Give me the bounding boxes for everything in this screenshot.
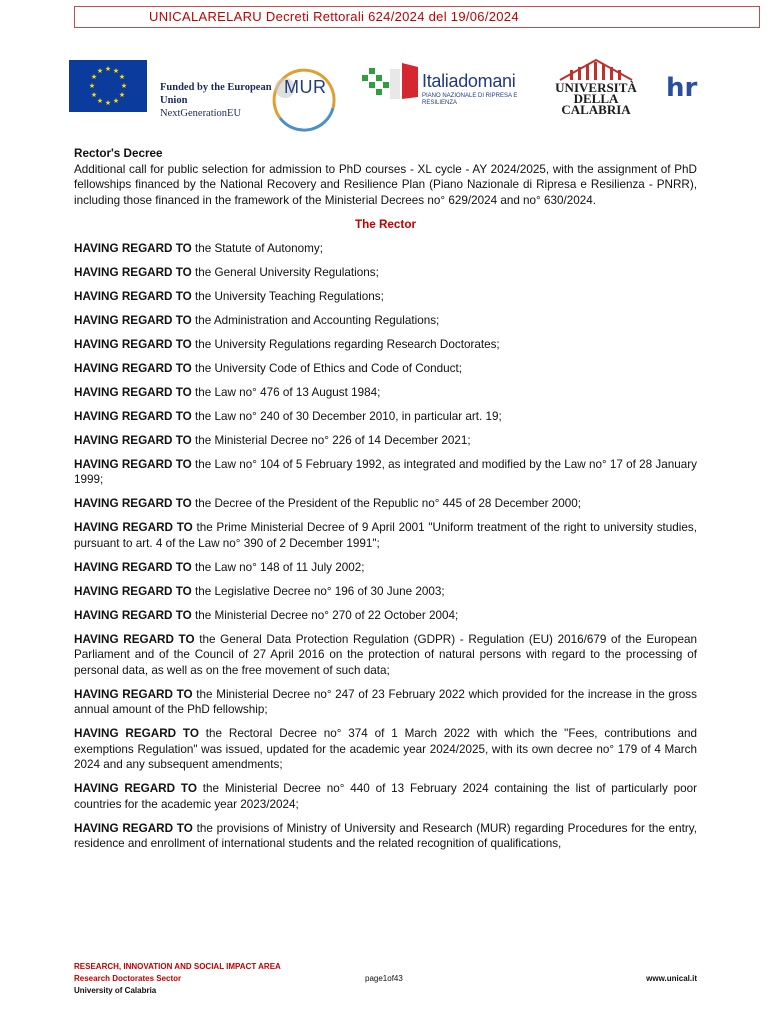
having-regard-item [74,821,697,852]
unical-line2: CALABRIA [561,102,631,117]
svg-text:★: ★ [96,67,104,75]
having-regard-item [74,241,697,257]
eu-line2: Union [160,95,188,106]
having-regard-text: the Prime Ministerial Decree of 9 April 2001 "Uniform treatment of the right to university studies, pursuant to art. 4 of the Law no° 390 of 2 December 1991"; [74,521,697,550]
logo-strip [0,56,770,126]
having-regard-lead: HAVING REGARD TO [74,521,193,534]
decree-intro: Additional call for public selection for admission to PhD courses - XL cycle - AY 2024/2025, with the assignment of PhD fellowships financed by the National Recovery and Resilience Plan (Piano Nazionale di Ripresa e Resilienza - PNRR), including those financed in the framework of the Ministerial Decrees no° 629/2024 and no° 630/2024. [74,162,697,207]
svg-text:★: ★ [90,91,98,99]
eu-line3: NextGenerationEU [160,108,242,119]
having-regard-text: the Administration and Accounting Regulations; [191,313,440,327]
having-regard-list [74,241,697,852]
having-regard-item [74,560,697,576]
decree-title-label: Rector's Decree [74,147,163,160]
having-regard-lead: HAVING REGARD TO [74,289,192,303]
having-regard-lead: HAVING REGARD TO [74,560,192,574]
having-regard-lead: HAVING REGARD TO [74,497,192,510]
italiadomani-flag-icon [362,61,420,103]
header-banner-box [74,6,760,28]
having-regard-item [74,520,697,551]
svg-text:★: ★ [104,65,112,73]
having-regard-item [74,687,697,718]
unical-line1: UNIVERSITÀ DELLA [555,80,637,106]
svg-text:★: ★ [90,73,98,81]
svg-text:★: ★ [104,99,112,107]
document-body [74,146,697,860]
having-regard-item [74,632,697,679]
having-regard-text: the Law no° 148 of 11 July 2002; [191,560,365,574]
having-regard-item [74,457,697,488]
svg-text:★: ★ [120,82,128,90]
header-banner: UNICALARELARU Decreti Rettorali 624/2024 del 19/06/2024 [149,9,519,24]
page-footer [74,961,697,997]
svg-text:★: ★ [118,91,126,99]
having-regard-lead: HAVING REGARD TO [74,265,192,279]
having-regard-item [74,337,697,353]
having-regard-item [74,289,697,305]
having-regard-text: the provisions of Ministry of University and Research (MUR) regarding Procedures for the entry, residence and enrollment of international students and the related recognition of qualifications, [74,821,698,850]
svg-text:★: ★ [88,82,96,90]
having-regard-text: the General University Regulations; [191,265,379,279]
having-regard-text: the Law no° 240 of 30 December 2010, in particular art. 19; [191,409,502,423]
having-regard-item [74,608,697,624]
having-regard-text: the Law no° 476 of 13 August 1984; [191,385,381,399]
svg-text:★: ★ [112,97,120,105]
having-regard-text: the Decree of the President of the Republic no° 445 of 28 December 2000; [191,497,582,510]
having-regard-text: the Ministerial Decree no° 270 of 22 October 2004; [191,608,459,622]
rector-heading: The Rector [354,218,417,231]
having-regard-lead: HAVING REGARD TO [74,433,192,447]
italiadomani-subtitle: PIANO NAZIONALE DI RIPRESA E RESILIENZA [422,93,518,106]
having-regard-lead: HAVING REGARD TO [74,313,192,327]
footer-website: www.unical.it [646,974,697,983]
having-regard-item [74,361,697,377]
having-regard-lead: HAVING REGARD TO [74,337,192,351]
having-regard-lead: HAVING REGARD TO [74,608,192,622]
having-regard-text: the Law no° 104 of 5 February 1992, as integrated and modified by the Law no° 17 of 28 January 1999; [74,457,697,486]
having-regard-text: the Rectoral Decree no° 374 of 1 March 2022 with which the "Fees, contributions and exemptions Regulation" was issued, updated for the academic year 2024/2025, with its own decree no° 179 of 4 March 2024 and any subsequent amendments; [74,727,698,771]
italiadomani-title: Italiadomani [422,71,516,91]
having-regard-lead: HAVING REGARD TO [74,782,197,795]
having-regard-item [74,313,697,329]
having-regard-text: the Ministerial Decree no° 226 of 14 December 2021; [191,433,471,447]
having-regard-lead: HAVING REGARD TO [74,457,192,471]
having-regard-item [74,433,697,449]
hr-excellence-icon [664,72,698,103]
hr-logo-text: hr [666,73,698,103]
unical-building-icon [556,56,636,82]
having-regard-text: the Statute of Autonomy; [191,241,323,255]
having-regard-lead: HAVING REGARD TO [74,241,192,255]
having-regard-text: the Legislative Decree no° 196 of 30 June 2003; [191,584,445,598]
having-regard-text: the General Data Protection Regulation (GDPR) - Regulation (EU) 2016/679 of the European Parliament and of the Council of 27 April 2016 on the protection of natural persons with regard to the processing of personal data, as well as on the free movement of such data; [74,632,698,677]
having-regard-text: the Ministerial Decree no° 247 of 23 February 2022 which provided for the increase in the gross annual amount of the PhD fellowship; [74,687,697,716]
having-regard-item [74,385,697,401]
having-regard-item [74,409,697,425]
svg-text:★: ★ [96,97,104,105]
svg-text:★: ★ [112,67,120,75]
having-regard-item [74,584,697,600]
page-number: page1of43 [365,974,403,983]
having-regard-item [74,265,697,281]
footer-university: University of Calabria [74,986,157,995]
having-regard-lead: HAVING REGARD TO [74,687,193,701]
having-regard-lead: HAVING REGARD TO [74,361,192,375]
footer-area: RESEARCH, INNOVATION AND SOCIAL IMPACT AREA [74,962,281,971]
unical-name [536,82,656,115]
having-regard-text: the University Code of Ethics and Code of Conduct; [191,361,463,375]
having-regard-text: the University Teaching Regulations; [191,289,384,303]
footer-sector: Research Doctorates Sector [74,974,182,983]
having-regard-item [74,781,697,812]
having-regard-lead: HAVING REGARD TO [74,584,192,598]
having-regard-lead: HAVING REGARD TO [74,727,199,740]
having-regard-lead: HAVING REGARD TO [74,821,193,835]
having-regard-item [74,726,697,773]
mur-logo-text: MUR [284,77,327,97]
having-regard-lead: HAVING REGARD TO [74,632,195,646]
having-regard-lead: HAVING REGARD TO [74,409,192,423]
eu-line1: Funded by the European [160,82,272,93]
having-regard-item [74,496,697,512]
having-regard-lead: HAVING REGARD TO [74,385,192,399]
having-regard-text: the Ministerial Decree no° 440 of 13 February 2024 containing the list of particularly poor countries for the academic year 2023/2024; [74,782,698,811]
eu-flag-icon [69,60,147,112]
having-regard-text: the University Regulations regarding Research Doctorates; [191,337,500,351]
svg-text:★: ★ [118,73,126,81]
